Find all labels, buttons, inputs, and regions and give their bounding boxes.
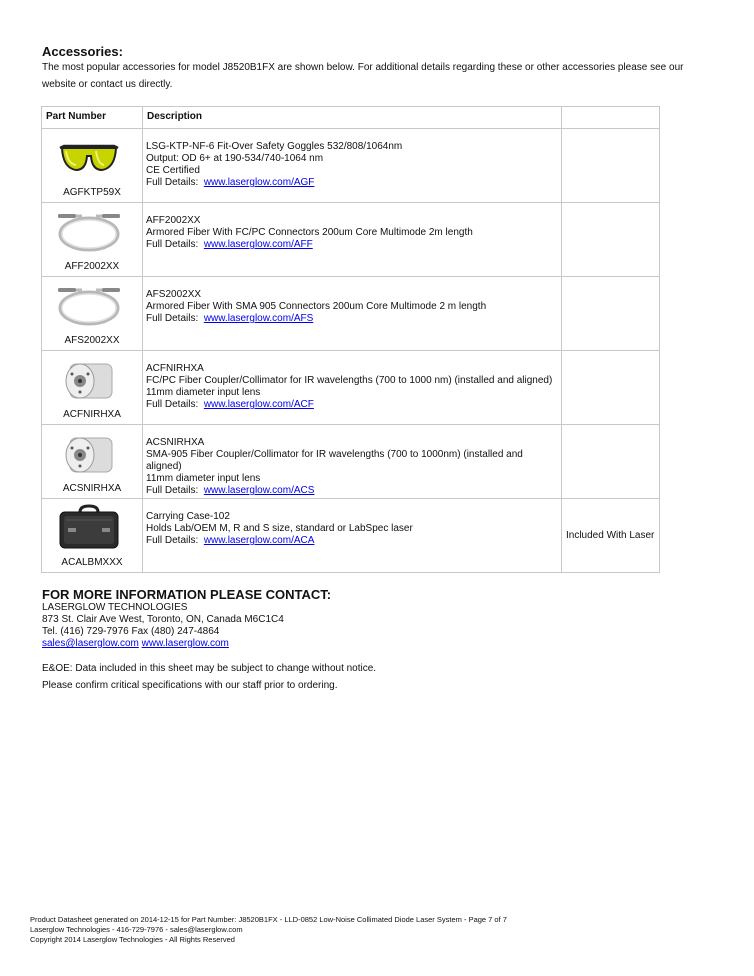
full-details-line <box>146 535 557 547</box>
contact-address: 873 St. Clair Ave West, Toronto, ON, Canada M6C1C4 <box>42 614 284 625</box>
fiber-coupler-icon <box>56 430 122 478</box>
note-cell: Included With Laser <box>562 499 660 573</box>
part-cell <box>42 425 143 499</box>
description-line: Carrying Case-102 <box>146 511 230 522</box>
full-details-link[interactable]: www.laserglow.com/AFF <box>203 239 313 250</box>
table-row <box>42 425 660 499</box>
note-cell <box>562 277 660 351</box>
part-number: ACFNIRHXA <box>63 409 121 420</box>
note-cell <box>562 425 660 499</box>
description-line: Armored Fiber With SMA 905 Connectors 200um Core Multimode 2 m length <box>146 301 487 312</box>
part-cell <box>42 203 143 277</box>
accessories-intro: The most popular accessories for model J8520B1FX are shown below. For additional details regarding these or other accessories please see our website or contact us directly. <box>42 62 684 90</box>
description-cell <box>143 203 562 277</box>
table-header-row <box>42 107 660 129</box>
safety-goggles-icon <box>56 134 122 182</box>
contact-company: LASERGLOW TECHNOLOGIES <box>42 602 188 613</box>
disclaimer-line-1: E&OE: Data included in this sheet may be subject to change without notice. <box>42 663 377 674</box>
full-details-link[interactable]: www.laserglow.com/ACF <box>203 399 314 410</box>
full-details-line <box>146 177 557 189</box>
header-notes <box>562 107 660 129</box>
part-number: ACSNIRHXA <box>62 483 122 494</box>
contact-heading: FOR MORE INFORMATION PLEASE CONTACT: <box>42 587 332 602</box>
note-cell <box>562 203 660 277</box>
footer-line-1: Product Datasheet generated on 2014-12-15 for Part Number: J8520B1FX - LLD-0852 Low-Noise Collimated Diode Laser System - Page 7 of 7 <box>30 915 507 924</box>
part-cell <box>42 277 143 351</box>
full-details-label: Full Details: <box>146 399 199 410</box>
description-line: ACFNIRHXA <box>146 363 204 374</box>
description-cell <box>143 425 562 499</box>
part-number: AFF2002XX <box>64 261 120 272</box>
armored-fiber-icon <box>56 208 122 256</box>
table-row <box>42 351 660 425</box>
description-cell <box>143 129 562 203</box>
contact-block <box>42 602 284 650</box>
description-line: FC/PC Fiber Coupler/Collimator for IR wavelengths (700 to 1000 nm) (installed and aligned) <box>146 375 553 386</box>
full-details-label: Full Details: <box>146 177 199 188</box>
full-details-link[interactable]: www.laserglow.com/ACS <box>203 485 315 496</box>
description-line: Output: OD 6+ at 190-534/740-1064 nm <box>146 153 324 164</box>
part-cell <box>42 351 143 425</box>
armored-fiber-icon <box>56 282 122 330</box>
page-footer <box>30 915 507 945</box>
description-line: SMA-905 Fiber Coupler/Collimator for IR wavelengths (700 to 1000nm) (installed and aligned) <box>146 449 523 472</box>
part-number: AFS2002XX <box>64 335 120 346</box>
contact-website-link[interactable]: www.laserglow.com <box>141 638 229 649</box>
part-cell <box>42 499 143 573</box>
fiber-coupler-icon <box>56 356 122 404</box>
full-details-link[interactable]: www.laserglow.com/ACA <box>203 535 315 546</box>
description-cell <box>143 351 562 425</box>
carrying-case-icon <box>56 504 122 552</box>
table-row <box>42 203 660 277</box>
part-number: AGFKTP59X <box>63 187 121 198</box>
full-details-label: Full Details: <box>146 485 199 496</box>
header-description: Description <box>143 107 562 129</box>
disclaimer <box>42 660 376 694</box>
full-details-label: Full Details: <box>146 239 199 250</box>
description-line: Armored Fiber With FC/PC Connectors 200um Core Multimode 2m length <box>146 227 473 238</box>
full-details-line <box>146 485 557 497</box>
footer-line-3: Copyright 2014 Laserglow Technologies - All Rights Reserved <box>30 935 235 944</box>
part-number: ACALBMXXX <box>61 557 123 568</box>
header-part-number: Part Number <box>42 107 143 129</box>
description-line: AFS2002XX <box>146 289 202 300</box>
contact-phone: Tel. (416) 729-7976 Fax (480) 247-4864 <box>42 626 220 637</box>
description-line: CE Certified <box>146 165 200 176</box>
table-row <box>42 277 660 351</box>
note-cell <box>562 351 660 425</box>
description-line: ACSNIRHXA <box>146 437 205 448</box>
description-line: 11mm diameter input lens <box>146 387 261 398</box>
full-details-label: Full Details: <box>146 313 199 324</box>
description-cell <box>143 277 562 351</box>
description-line: Holds Lab/OEM M, R and S size, standard or LabSpec laser <box>146 523 413 534</box>
part-cell <box>42 129 143 203</box>
accessories-table <box>41 106 660 573</box>
full-details-label: Full Details: <box>146 535 199 546</box>
full-details-link[interactable]: www.laserglow.com/AFS <box>203 313 314 324</box>
description-line: 11mm diameter input lens <box>146 473 261 484</box>
table-row <box>42 129 660 203</box>
accessories-heading: Accessories: <box>42 44 123 59</box>
disclaimer-line-2: Please confirm critical specifications with our staff prior to ordering. <box>42 680 338 691</box>
table-row <box>42 499 660 573</box>
full-details-line <box>146 399 557 411</box>
description-line: AFF2002XX <box>146 215 201 226</box>
full-details-line <box>146 239 557 251</box>
description-cell <box>143 499 562 573</box>
footer-line-2: Laserglow Technologies - 416-729-7976 - sales@laserglow.com <box>30 925 243 934</box>
contact-email-link[interactable]: sales@laserglow.com <box>42 638 139 649</box>
note-cell <box>562 129 660 203</box>
description-line: LSG-KTP-NF-6 Fit-Over Safety Goggles 532/808/1064nm <box>146 141 403 152</box>
full-details-link[interactable]: www.laserglow.com/AGF <box>203 177 315 188</box>
full-details-line <box>146 313 557 325</box>
